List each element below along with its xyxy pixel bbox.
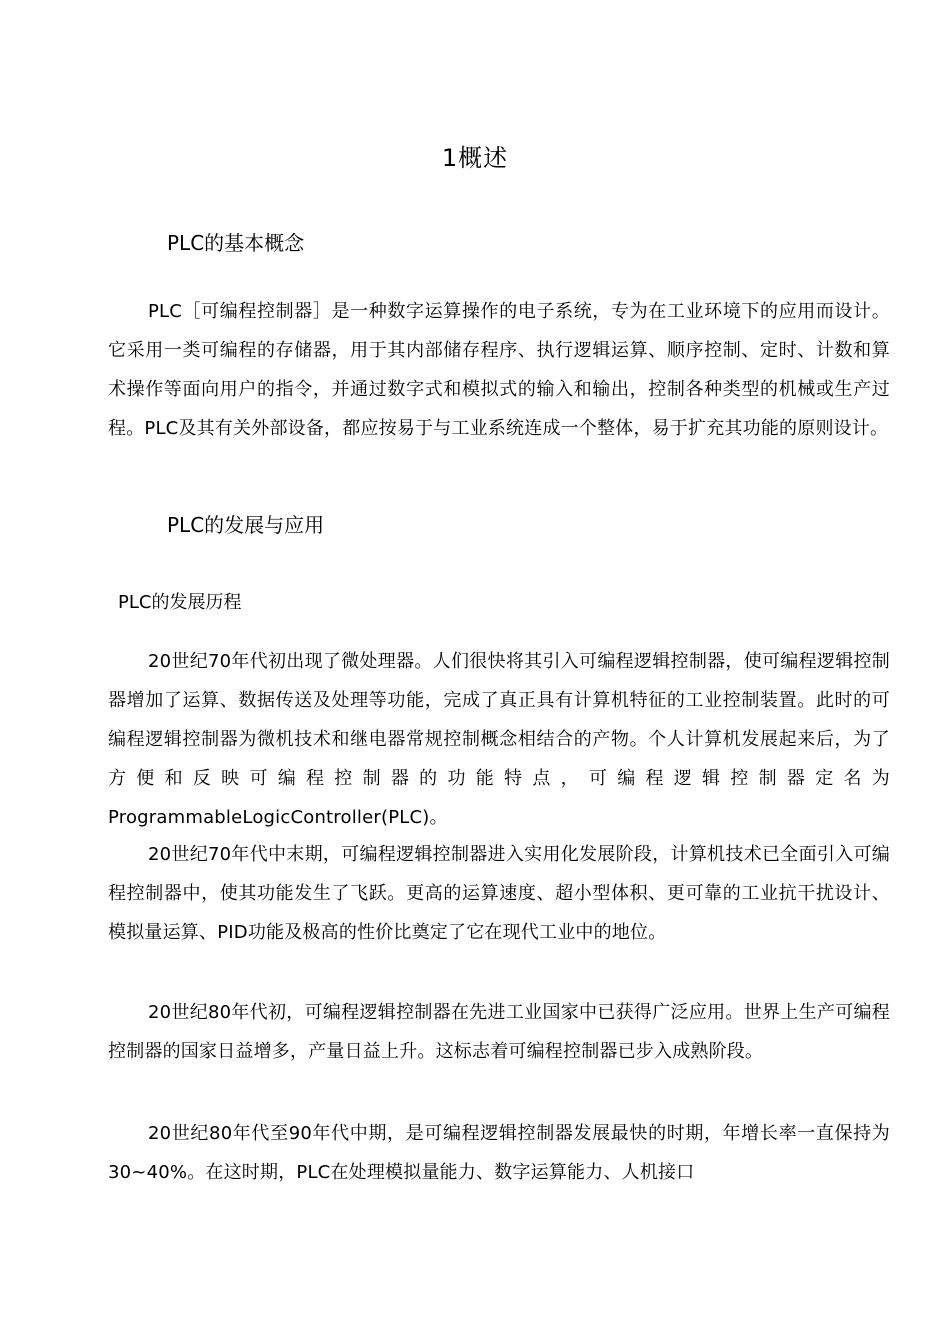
paragraph-70s-early: 20世纪70年代初出现了微处理器。人们很快将其引入可编程逻辑控制器，使可编程逻辑控制器增加了运算、数据传送及处理等功能，完成了真正具有计算机特征的工业控制装置。此时的可编程逻辑控制器为微机技术和继电器常规控制概念相结合的产物。个人计算机发展起来后，为了方便和反映可编程控制器的功能特点，可编程逻辑控制器定名为ProgrammableLogicController(PLC)。: [108, 651, 890, 828]
paragraph-plc-definition: PLC［可编程控制器］是一种数字运算操作的电子系统，专为在工业环境下的应用而设计。它采用一类可编程的存储器，用于其内部储存程序、执行逻辑运算、顺序控制、定时、计数和算术操作等面向用户的指令，并通过数字式和模拟式的输入和输出，控制各种类型的机械或生产过程。PLC及其有关外部设备，都应按易于与工业系统连成一个整体，易于扩充其功能的原则设计。: [108, 301, 890, 439]
paragraph-80s-early: 20世纪80年代初，可编程逻辑控制器在先进工业国家中已获得广泛应用。世界上生产可编程控制器的国家日益增多，产量日益上升。这标志着可编程控制器已步入成熟阶段。: [108, 1002, 890, 1062]
paragraph-80s-90s: 20世纪80年代至90年代中期，是可编程逻辑控制器发展最快的时期，年增长率一直保持为30~40%。在这时期，PLC在处理模拟量能力、数字运算能力、人机接口: [108, 1123, 890, 1183]
section-heading-development-application: PLC的发展与应用: [167, 513, 325, 537]
subheading-development-history: PLC的发展历程: [118, 592, 242, 613]
section-heading-basic-concept: PLC的基本概念: [167, 231, 305, 255]
chapter-title: 1概述: [441, 144, 509, 172]
paragraph-70s-late: 20世纪70年代中末期，可编程逻辑控制器进入实用化发展阶段，计算机技术已全面引入可编程控制器中，使其功能发生了飞跃。更高的运算速度、超小型体积、更可靠的工业抗干扰设计、模拟量运算、PID功能及极高的性价比奠定了它在现代工业中的地位。: [108, 844, 890, 943]
